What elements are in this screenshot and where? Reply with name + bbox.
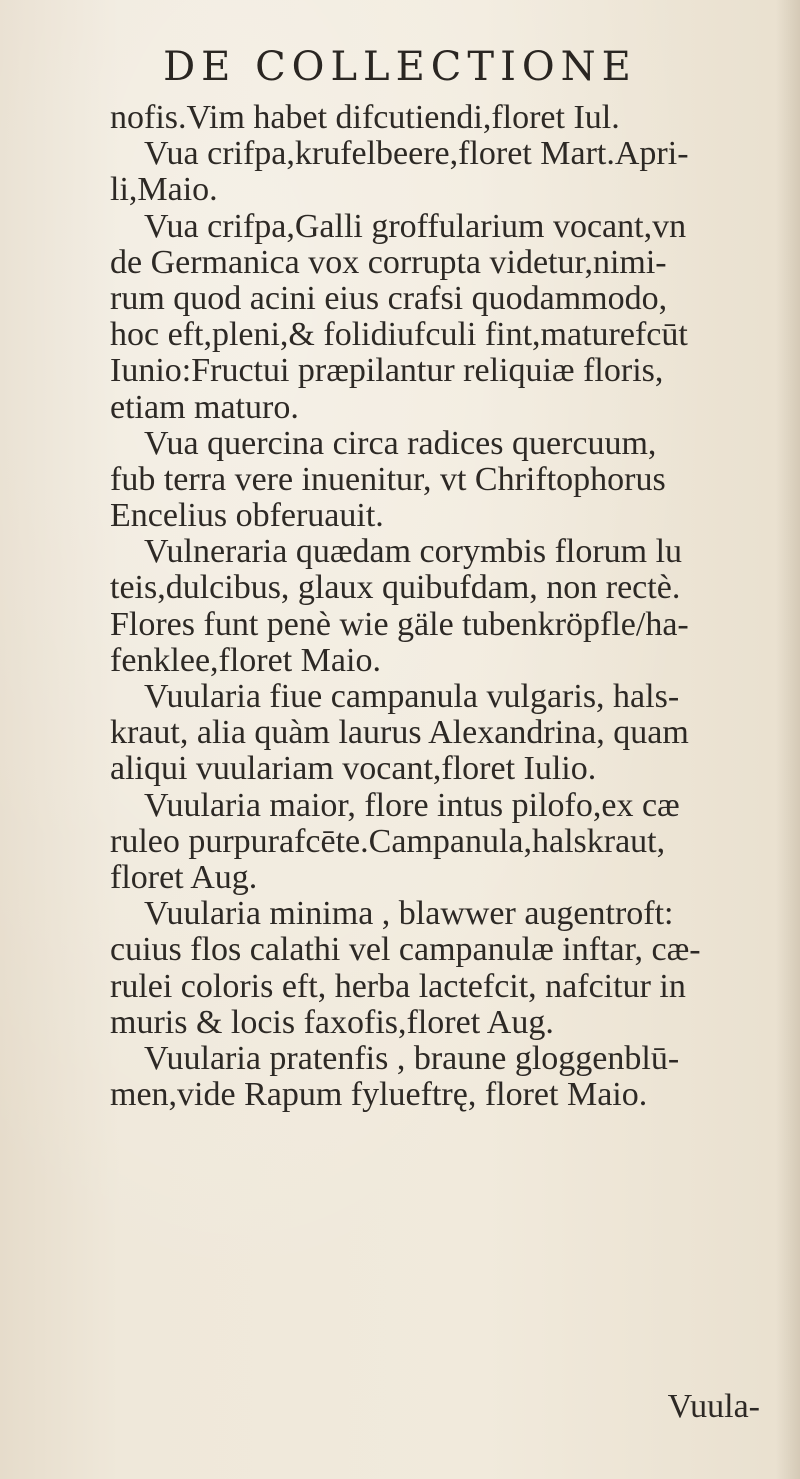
text-line: muris & locis faxofis,floret Aug. (110, 1003, 554, 1041)
text-line: Flores funt penè wie gäle tubenkröpfle/ha- (110, 605, 689, 643)
text-line: Vuularia minima , blawwer augentroft: (144, 895, 674, 933)
text-line: nofis.Vim habet difcutiendi,floret Iul. (110, 99, 620, 136)
running-header: DE COLLECTIONE (163, 44, 637, 90)
text-line: Vua quercina circa radices quercuum, (144, 424, 657, 462)
text-line: rulei coloris eft, herba lactefcit, nafcitur in (110, 967, 686, 1005)
text-line: kraut, alia quàm laurus Alexandrina, quam (110, 714, 689, 752)
text-line: Vua crifpa,Galli groffularium vocant,vn (144, 207, 687, 245)
text-line: aliqui vuulariam vocant,floret Iulio. (110, 750, 597, 788)
text-line: cuius flos calathi vel campanulæ inftar, cæ- (110, 931, 701, 969)
text-line: Vuularia pratenfis , braune gloggenblū- (144, 1039, 680, 1077)
text-line: rum quod acini eius crafsi quodammodo, (110, 279, 668, 317)
text-line: Vuularia maior, flore intus pilofo,ex cæ (144, 786, 680, 824)
text-line: ruleo purpurafcēte.Campanula,halskraut, (110, 822, 666, 860)
text-line: hoc eft,pleni,& folidiufculi fint,maturefcūt (110, 316, 688, 354)
text-line: Vuularia fiue campanula vulgaris, hals- (144, 678, 680, 715)
text-line: Iunio:Fructui præpilantur reliquiæ floris, (110, 352, 664, 390)
text-line: fenklee,floret Maio. (110, 641, 381, 679)
text-line: men,vide Rapum fylueftrę, floret Maio. (110, 1076, 648, 1114)
catchword: Vuula- (667, 1388, 760, 1425)
text-line: etiam maturo. (110, 388, 299, 426)
page-body-text (110, 100, 780, 1113)
text-line: floret Aug. (110, 858, 258, 896)
text-line: Vulneraria quædam corymbis florum lu (144, 533, 683, 571)
text-line: de Germanica vox corrupta videtur,nimi- (110, 243, 667, 281)
text-line: fub terra vere inuenitur, vt Chriftophorus (110, 460, 666, 498)
text-line: li,Maio. (110, 171, 218, 209)
text-line: teis,dulcibus, glaux quibufdam, non rectè. (110, 569, 681, 607)
text-line: Vua crifpa,krufelbeere,floret Mart.Apri- (144, 135, 689, 173)
text-line: Encelius obferuauit. (110, 497, 384, 535)
